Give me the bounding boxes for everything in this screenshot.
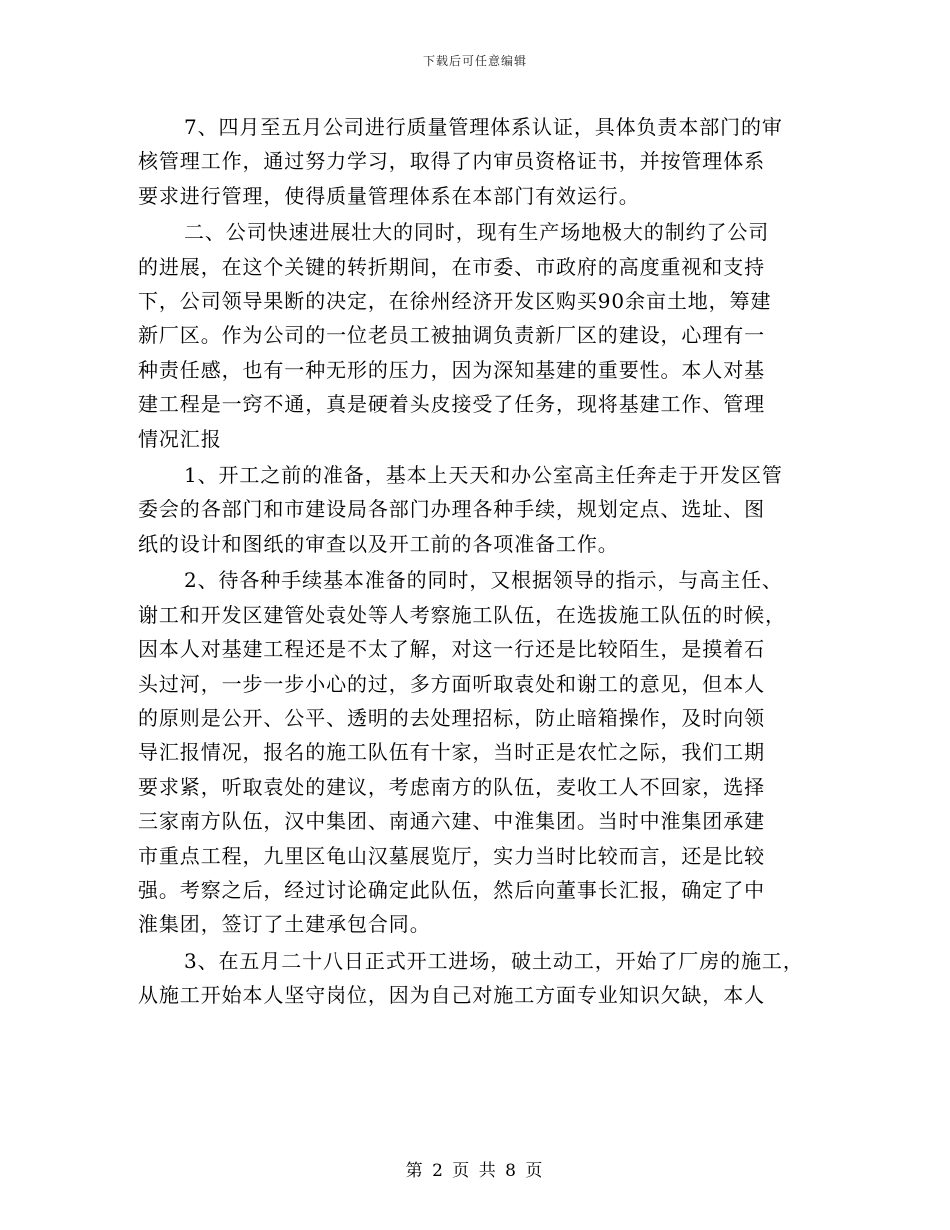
text-line: 核管理工作，通过努力学习，取得了内审员资格证书，并按管理体系 bbox=[138, 149, 765, 174]
text-line: 情况汇报 bbox=[138, 426, 222, 451]
paragraph-5 bbox=[138, 944, 818, 1013]
text-line: 3、在五月二十八日正式开工进场，破土动工，开始了厂房的施工， bbox=[184, 948, 804, 973]
paragraph-2 bbox=[138, 215, 818, 456]
text-line: 谢工和开发区建管处袁处等人考察施工队伍，在选拔施工队伍的时候， bbox=[138, 602, 786, 627]
page-header: 下载后可任意编辑 bbox=[422, 54, 527, 68]
text-line: 新厂区。作为公司的一位老员工被抽调负责新厂区的建设，心理有一 bbox=[138, 323, 765, 348]
text-line: 从施工开始本人坚守岗位，因为自己对施工方面专业知识欠缺，本人 bbox=[138, 983, 765, 1008]
text-line: 市重点工程，九里区龟山汉墓展览厅，实力当时比较而言，还是比较 bbox=[138, 843, 765, 868]
paragraph-1 bbox=[138, 110, 818, 213]
text-line: 的进展，在这个关键的转折期间，在市委、市政府的高度重视和支持 bbox=[138, 254, 765, 279]
document-body bbox=[138, 110, 818, 1013]
text-line: 二、公司快速进展壮大的同时，现有生产场地极大的制约了公司 bbox=[184, 220, 770, 245]
text-line: 导汇报情况，报名的施工队伍有十家，当时正是农忙之际，我们工期 bbox=[138, 740, 765, 765]
text-line: 2、待各种手续基本准备的同时，又根据领导的指示，与高主任、 bbox=[184, 568, 783, 593]
text-line: 纸的设计和图纸的审查以及开工前的各项准备工作。 bbox=[138, 531, 619, 556]
text-line: 要求紧，听取袁处的建议，考虑南方的队伍，麦收工人不回家，选择 bbox=[138, 774, 765, 799]
text-line: 因本人对基建工程还是不太了解，对这一行还是比较陌生，是摸着石 bbox=[138, 637, 765, 662]
text-line: 要求进行管理，使得质量管理体系在本部门有效运行。 bbox=[138, 183, 640, 208]
text-line: 建工程是一窍不通，真是硬着头皮接受了任务，现将基建工作、管理 bbox=[138, 392, 765, 417]
paragraph-4 bbox=[138, 563, 818, 941]
text-line: 1、开工之前的准备，基本上天天和办公室高主任奔走于开发区管 bbox=[184, 463, 783, 488]
text-line: 委会的各部门和市建设局各部门办理各种手续，规划定点、选址、图 bbox=[138, 497, 765, 522]
text-line: 种责任感，也有一种无形的压力，因为深知基建的重要性。本人对基 bbox=[138, 357, 765, 382]
text-line: 下，公司领导果断的决定，在徐州经济开发区购买90余亩土地，筹建 bbox=[138, 289, 772, 314]
paragraph-3 bbox=[138, 458, 818, 561]
text-line: 头过河，一步一步小心的过，多方面听取袁处和谢工的意见，但本人 bbox=[138, 671, 765, 696]
text-line: 强。考察之后，经过讨论确定此队伍，然后向董事长汇报，确定了中 bbox=[138, 877, 765, 902]
text-line: 淮集团，签订了土建承包合同。 bbox=[138, 912, 431, 937]
text-line: 三家南方队伍，汉中集团、南通六建、中淮集团。当时中淮集团承建 bbox=[138, 809, 765, 834]
page-number-footer: 第 2 页 共 8 页 bbox=[405, 1161, 545, 1181]
text-line: 的原则是公开、公平、透明的去处理招标，防止暗箱操作，及时向领 bbox=[138, 705, 765, 730]
text-line: 7、四月至五月公司进行质量管理体系认证，具体负责本部门的审 bbox=[184, 115, 783, 139]
